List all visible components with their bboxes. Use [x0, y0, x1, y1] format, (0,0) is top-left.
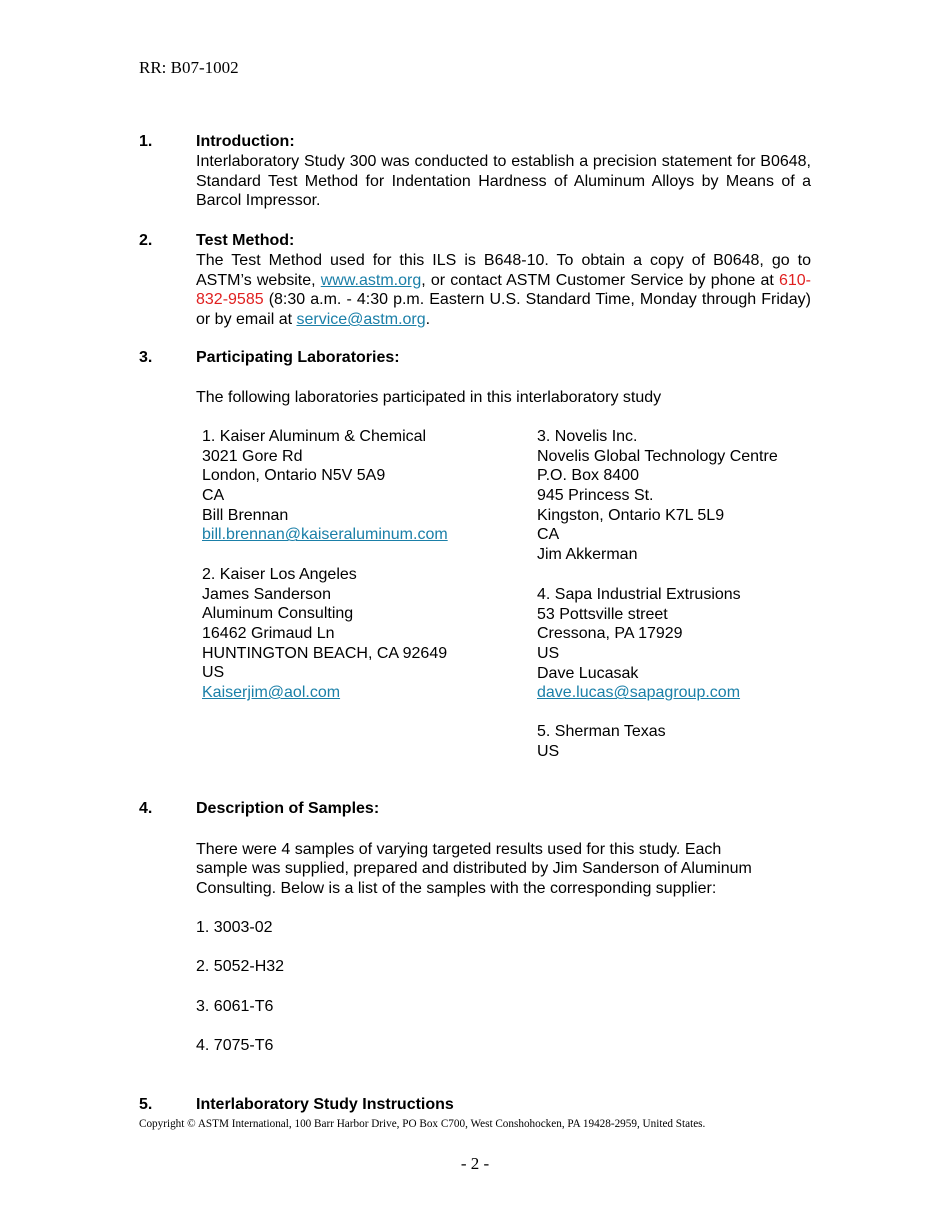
lab-3-line: P.O. Box 8400	[537, 467, 639, 485]
lab-1-address	[202, 427, 448, 545]
lab-4-line: 53 Pottsville street	[537, 605, 668, 623]
lab-2-email-link[interactable]: Kaiserjim@aol.com	[202, 684, 341, 702]
lab-5-address	[537, 722, 666, 761]
lab-1-line: London, Ontario N5V 5A9	[202, 467, 386, 485]
test-method-paragraph	[196, 251, 811, 330]
sample-item: 3. 6061-T6	[196, 998, 274, 1015]
samples-text-line: sample was supplied, prepared and distributed by Jim Sanderson of Aluminum	[196, 860, 752, 877]
test-method-text-2: , or contact ASTM Customer Service by phone at	[421, 271, 779, 289]
lab-1-line: 3021 Gore Rd	[202, 447, 303, 465]
lab-2-line: HUNTINGTON BEACH, CA 92649	[202, 644, 448, 662]
section-title-intro: Introduction:	[196, 133, 295, 150]
sample-item: 2. 5052-H32	[196, 958, 285, 975]
lab-5-name: 5. Sherman Texas	[537, 723, 666, 740]
section-title-test-method: Test Method:	[196, 232, 295, 249]
lab-3-line: Novelis Global Technology Centre	[537, 447, 778, 465]
customer-service-phone[interactable]: 610-832-9585	[196, 271, 812, 309]
test-method-text-3: (8:30 a.m. - 4:30 p.m. Eastern U.S. Standard Time, Monday through Friday) or by email at	[196, 291, 811, 329]
lab-4-line: Cressona, PA 17929	[537, 625, 683, 643]
section-number-instructions: 5.	[139, 1096, 153, 1113]
astm-website-link[interactable]: www.astm.org	[320, 271, 422, 289]
lab-2-line: US	[202, 664, 225, 682]
lab-2-line: James Sanderson	[202, 585, 331, 603]
section-title-instructions: Interlaboratory Study Instructions	[196, 1096, 454, 1113]
section-number-labs: 3.	[139, 349, 153, 366]
section-number-test-method: 2.	[139, 232, 153, 249]
lab-2-line: Aluminum Consulting	[202, 605, 354, 623]
lab-1-line: Bill Brennan	[202, 506, 289, 524]
section-number-samples: 4.	[139, 800, 153, 817]
lab-4-line: Dave Lucasak	[537, 664, 639, 682]
service-email-link[interactable]: service@astm.org	[296, 311, 426, 329]
report-id: RR: B07-1002	[139, 58, 239, 77]
sample-item: 1. 3003-02	[196, 919, 273, 936]
samples-text-line: There were 4 samples of varying targeted results used for this study. Each	[196, 841, 722, 858]
lab-4-name: 4. Sapa Industrial Extrusions	[537, 586, 741, 603]
lab-1-line: CA	[202, 487, 225, 505]
labs-intro: The following laboratories participated in this interlaboratory study	[196, 389, 662, 406]
samples-text-line: Consulting. Below is a list of the samples with the corresponding supplier:	[196, 880, 717, 897]
lab-1-name: 1. Kaiser Aluminum & Chemical	[202, 428, 427, 445]
section-title-samples: Description of Samples:	[196, 800, 380, 817]
lab-3-name: 3. Novelis Inc.	[537, 428, 638, 445]
lab-5-line: US	[537, 742, 560, 760]
lab-3-line: CA	[537, 526, 560, 544]
lab-1-email-link[interactable]: bill.brennan@kaiseraluminum.com	[202, 526, 448, 544]
lab-3-line: Jim Akkerman	[537, 546, 638, 564]
test-method-text-1: The Test Method used for this ILS is B648-10. To obtain a copy of B0648, go to ASTM’s website,	[196, 252, 811, 289]
copyright-footer: Copyright © ASTM International, 100 Barr Harbor Drive, PO Box C700, West Conshohocken, PA 19428-2959, United States.	[139, 1118, 706, 1130]
sample-item: 4. 7075-T6	[196, 1037, 274, 1054]
section-title-labs: Participating Laboratories:	[196, 349, 400, 366]
intro-paragraph: Interlaboratory Study 300 was conducted to establish a precision statement for B0648, Standard Test Method for Indentation Hardness of Aluminum Alloys by Means of a Barcol Impressor.	[196, 153, 811, 210]
lab-2-address	[202, 565, 447, 703]
lab-4-email-link[interactable]: dave.lucas@sapagroup.com	[537, 684, 741, 702]
page-number: - 2 -	[460, 1154, 490, 1173]
lab-3-line: 945 Princess St.	[537, 487, 654, 505]
lab-4-line: US	[537, 645, 560, 663]
section-number-intro: 1.	[139, 133, 153, 150]
lab-3-address	[537, 427, 778, 565]
lab-4-address	[537, 585, 741, 703]
lab-2-name: 2. Kaiser Los Angeles	[202, 566, 357, 583]
test-method-text-4: .	[425, 311, 431, 329]
lab-3-line: Kingston, Ontario K7L 5L9	[537, 506, 725, 524]
lab-2-line: 16462 Grimaud Ln	[202, 625, 335, 643]
